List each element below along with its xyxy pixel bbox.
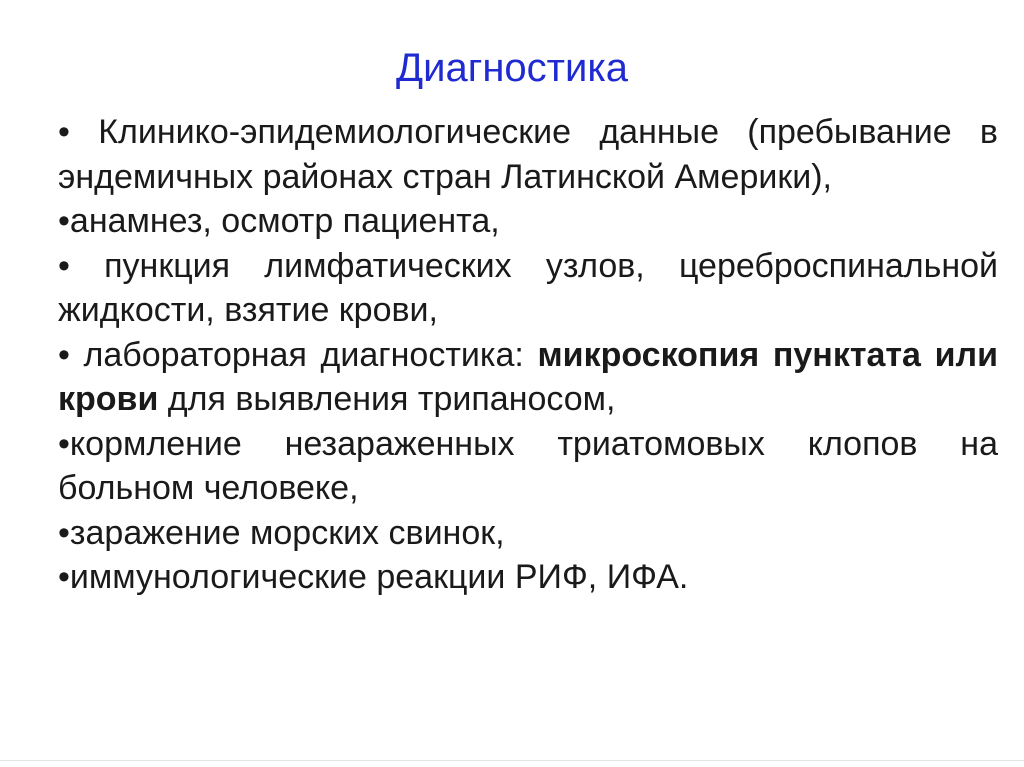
slide-title: Диагностика (396, 46, 628, 90)
bullet-list (58, 110, 998, 600)
bullet-marker: • (58, 202, 70, 240)
list-item-text: Клинико-эпидемиологические данные (пребывание в эндемичных районах стран Латинской Америки), (58, 113, 998, 196)
slide-bottom-border (0, 760, 1024, 761)
list-item-text: анамнез, осмотр пациента, (69, 202, 500, 240)
bullet-marker: • (58, 513, 70, 552)
bullet-marker: • (58, 113, 99, 151)
list-item-puncture (58, 244, 998, 333)
list-item-lab-diagnostics (58, 333, 998, 422)
list-item-text: пункция лимфатических узлов, цереброспинальной жидкости, взятие крови, (58, 246, 998, 329)
list-item-text-after: для выявления трипаносом, (158, 380, 616, 418)
bullet-marker: • (58, 558, 70, 596)
list-item-epidemiological-data (58, 110, 998, 199)
list-item-immunological-reactions (58, 555, 998, 600)
list-item-xenodiagnosis (58, 422, 998, 511)
bullet-marker: • (58, 335, 84, 374)
list-item-anamnesis (58, 199, 998, 244)
bullet-marker: • (58, 246, 105, 285)
list-item-text: иммунологические реакции РИФ, ИФА. (69, 558, 689, 596)
list-item-text: кормление незараженных триатомовых клопов на больном человеке, (58, 424, 998, 507)
list-item-guinea-pigs (58, 511, 998, 556)
list-item-text: заражение морских свинок, (69, 513, 505, 552)
list-item-text-before: лабораторная диагностика: (83, 335, 538, 374)
bullet-marker: • (58, 424, 70, 463)
list-item-text-bold: микроскопия пунктата или крови (58, 335, 998, 418)
